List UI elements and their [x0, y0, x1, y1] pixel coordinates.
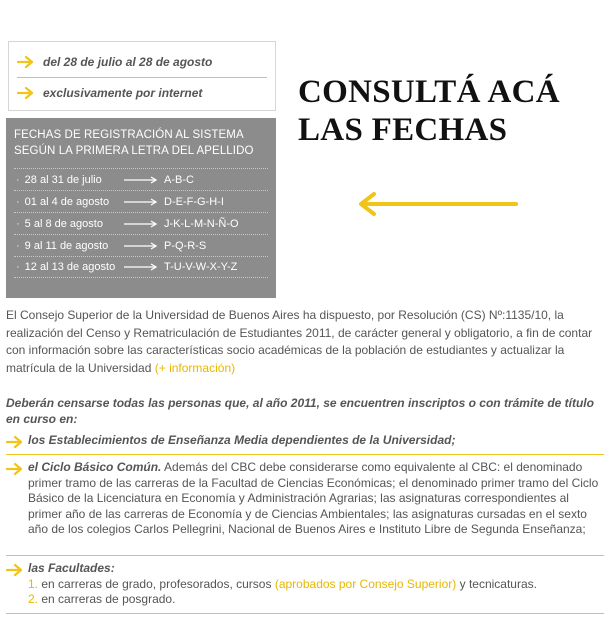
- arrow-right-icon: [17, 55, 35, 69]
- item-cbc-lead: el Ciclo Básico Común.: [28, 460, 162, 474]
- dates-box: [8, 41, 276, 111]
- arrow-right-icon: [6, 563, 24, 577]
- list-item: [6, 433, 604, 454]
- arrow-right-icon: [17, 86, 35, 100]
- headline-line: CONSULTÁ ACÁ: [298, 74, 560, 110]
- faculties-sub-1: 1. en carreras de grado, profesorados, cursos (aprobados por Consejo Superior) y tecnicaturas.: [28, 576, 537, 591]
- long-arrow-right-icon: [124, 176, 158, 184]
- registration-row: [14, 212, 268, 234]
- item-faculties-lead: las Facultades:: [28, 561, 115, 575]
- registration-row: [14, 168, 268, 190]
- item-secondary: los Establecimientos de Enseñanza Media dependientes de la Universidad;: [28, 433, 456, 447]
- registration-period: del 28 de julio al 28 de agosto: [43, 55, 213, 69]
- row-date: · 9 al 11 de agosto: [14, 240, 124, 252]
- long-arrow-right-icon: [124, 242, 158, 250]
- arrow-left-icon: [356, 192, 518, 216]
- approved-link[interactable]: (aprobados por Consejo Superior): [274, 576, 457, 591]
- registration-mode: exclusivamente por internet: [43, 85, 203, 100]
- dates-row: [17, 77, 267, 107]
- row-letters: D-E-F-G-H-I: [164, 195, 224, 208]
- headline: [298, 73, 603, 149]
- registration-panel: [6, 118, 276, 298]
- registration-title: FECHAS DE REGISTRACIÓN AL SISTEMA SEGÚN LA PRIMERA LETRA DEL APELLIDO: [14, 129, 254, 157]
- long-arrow-right-icon: [124, 220, 158, 228]
- divider: [6, 555, 604, 556]
- list-item: [6, 561, 604, 608]
- registration-row: [14, 234, 268, 256]
- row-date: · 01 al 4 de agosto: [14, 196, 124, 208]
- intro-text: El Consejo Superior de la Universidad de Buenos Aires ha dispuesto, por Resolución (CS) Nº:1135/10, la realización del Censo y Rematriculación de Estudiantes 2011, de carácter general y obligatorio, a fin de contar con información sobre las características socio académicas de la población de estudiantes y actualizar la matrícula de la Universidad: [6, 308, 593, 375]
- row-letters: J-K-L-M-N-Ñ-O: [164, 217, 239, 230]
- more-info-link[interactable]: (+ información): [154, 360, 236, 375]
- row-letters: T-U-V-W-X-Y-Z: [164, 261, 238, 273]
- long-arrow-right-icon: [124, 263, 158, 271]
- faculties-sub-2: 2. en carreras de posgrado.: [28, 592, 176, 606]
- divider: [6, 454, 604, 455]
- registration-row: [14, 190, 268, 212]
- row-date: · 5 al 8 de agosto: [14, 218, 124, 230]
- headline-line: LAS FECHAS: [298, 112, 508, 148]
- census-heading: Deberán censarse todas las personas que, al año 2011, se encuentren inscriptos o con trámite de título en curso en:: [6, 396, 594, 426]
- registration-row: [14, 256, 268, 278]
- row-letters: P-Q-R-S: [164, 239, 207, 252]
- arrow-right-icon: [6, 462, 24, 476]
- intro-paragraph: [6, 307, 604, 377]
- row-date: · 12 al 13 de agosto: [14, 261, 124, 273]
- row-date: · 28 al 31 de julio: [14, 174, 124, 186]
- divider: [6, 613, 604, 614]
- row-letters: A-B-C: [164, 173, 194, 186]
- registration-rows: [6, 168, 276, 278]
- long-arrow-right-icon: [124, 198, 158, 206]
- dates-row: [17, 47, 267, 77]
- item-cbc-text: Además del CBC debe considerarse como equivalente al CBC: el denominado primer tramo de las carreras de la Facultad de Ciencias Económicas; el denominado primer tramo del Ciclo Básico de la Licenciatura en Economía y Administración Agrarias; las asignaturas correspondientes al primer año de las carreras de Economía y de Ciencias Ambientales; las asignaturas cursadas en el sexto año de los colegios Carlos Pellegrini, Nacional de Buenos Aires e Instituto Libre de Segunda Enseñanza;: [28, 460, 599, 536]
- arrow-right-icon: [6, 435, 24, 449]
- list-item: [6, 460, 604, 538]
